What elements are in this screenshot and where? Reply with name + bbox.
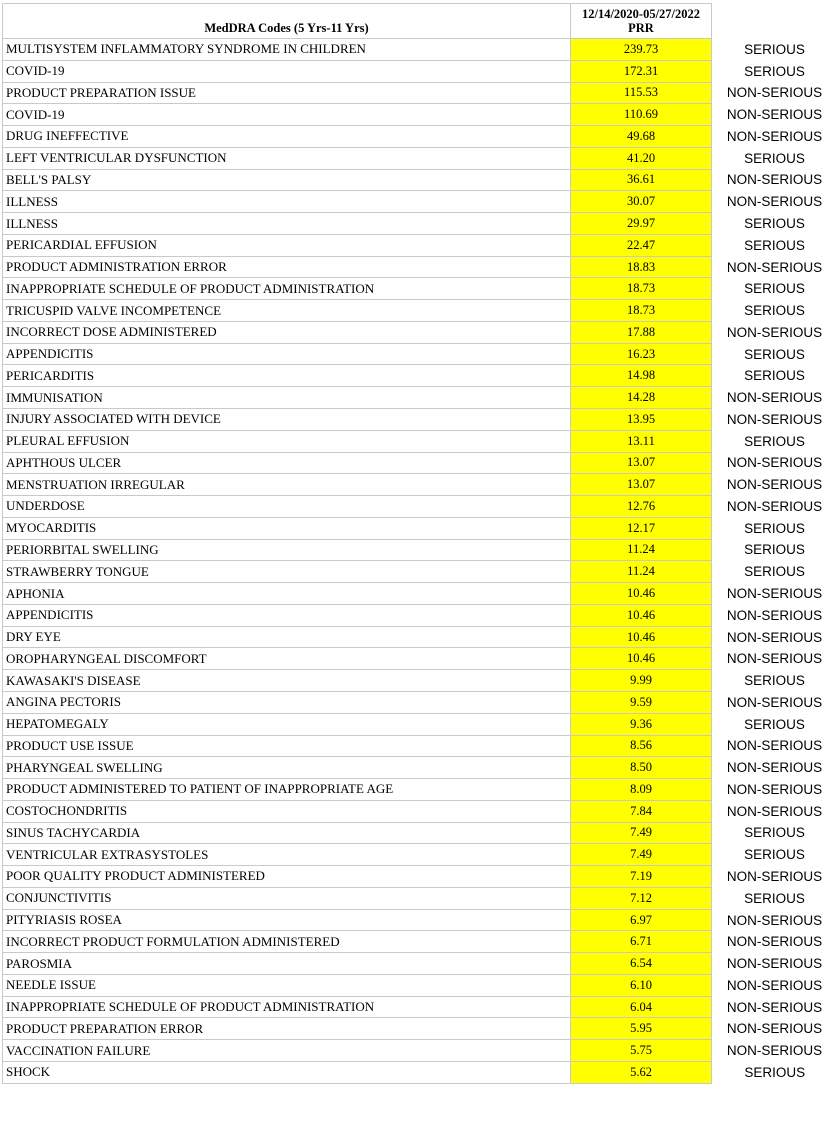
table-row bbox=[3, 343, 838, 365]
meddra-code-cell: COVID-19 bbox=[3, 60, 571, 82]
meddra-code-cell: APPENDICITIS bbox=[3, 343, 571, 365]
meddra-code-cell: INAPPROPRIATE SCHEDULE OF PRODUCT ADMINISTRATION bbox=[3, 278, 571, 300]
prr-value-cell: 13.07 bbox=[571, 474, 712, 496]
table-row bbox=[3, 409, 838, 431]
prr-value-cell: 7.84 bbox=[571, 800, 712, 822]
prr-value-cell: 8.09 bbox=[571, 779, 712, 801]
meddra-code-cell: INCORRECT PRODUCT FORMULATION ADMINISTERED bbox=[3, 931, 571, 953]
prr-value-cell: 8.56 bbox=[571, 735, 712, 757]
table-row bbox=[3, 256, 838, 278]
severity-cell: NON-SERIOUS bbox=[726, 956, 823, 972]
prr-value-cell: 18.73 bbox=[571, 278, 712, 300]
meddra-code-cell: PRODUCT USE ISSUE bbox=[3, 735, 571, 757]
meddra-code-cell: PLEURAL EFFUSION bbox=[3, 430, 571, 452]
meddra-code-cell: KAWASAKI'S DISEASE bbox=[3, 670, 571, 692]
prr-value-cell: 9.36 bbox=[571, 713, 712, 735]
prr-table-container bbox=[2, 3, 838, 1084]
prr-value-cell: 7.49 bbox=[571, 822, 712, 844]
meddra-code-cell: IMMUNISATION bbox=[3, 387, 571, 409]
prr-value-cell: 18.83 bbox=[571, 256, 712, 278]
prr-value-cell: 14.28 bbox=[571, 387, 712, 409]
severity-cell: SERIOUS bbox=[744, 542, 805, 558]
severity-cell: SERIOUS bbox=[744, 847, 805, 863]
severity-cell: NON-SERIOUS bbox=[726, 477, 823, 493]
meddra-code-cell: COSTOCHONDRITIS bbox=[3, 800, 571, 822]
prr-value-cell: 10.46 bbox=[571, 626, 712, 648]
prr-value-cell: 8.50 bbox=[571, 757, 712, 779]
table-row bbox=[3, 909, 838, 931]
severity-cell: SERIOUS bbox=[744, 150, 805, 166]
prr-value-cell: 18.73 bbox=[571, 300, 712, 322]
meddra-code-cell: NEEDLE ISSUE bbox=[3, 974, 571, 996]
prr-value-cell: 10.46 bbox=[571, 604, 712, 626]
table-row bbox=[3, 626, 838, 648]
meddra-code-cell: MULTISYSTEM INFLAMMATORY SYNDROME IN CHILDREN bbox=[3, 39, 571, 61]
meddra-code-cell: MYOCARDITIS bbox=[3, 517, 571, 539]
prr-value-cell: 11.24 bbox=[571, 539, 712, 561]
table-row bbox=[3, 735, 838, 757]
table-row bbox=[3, 648, 838, 670]
header-prr-label: PRR bbox=[628, 21, 654, 35]
table-row bbox=[3, 452, 838, 474]
severity-cell: SERIOUS bbox=[744, 520, 805, 536]
meddra-code-cell: INCORRECT DOSE ADMINISTERED bbox=[3, 321, 571, 343]
prr-value-cell: 14.98 bbox=[571, 365, 712, 387]
prr-value-cell: 11.24 bbox=[571, 561, 712, 583]
meddra-code-cell: APHONIA bbox=[3, 583, 571, 605]
meddra-code-cell: OROPHARYNGEAL DISCOMFORT bbox=[3, 648, 571, 670]
prr-value-cell: 6.97 bbox=[571, 909, 712, 931]
severity-cell: SERIOUS bbox=[744, 346, 805, 362]
table-row bbox=[3, 191, 838, 213]
table-row bbox=[3, 561, 838, 583]
severity-cell: SERIOUS bbox=[744, 237, 805, 253]
severity-cell: NON-SERIOUS bbox=[726, 586, 823, 602]
severity-cell: NON-SERIOUS bbox=[726, 390, 823, 406]
meddra-code-cell: INAPPROPRIATE SCHEDULE OF PRODUCT ADMINISTRATION bbox=[3, 996, 571, 1018]
meddra-code-cell: STRAWBERRY TONGUE bbox=[3, 561, 571, 583]
prr-value-cell: 9.59 bbox=[571, 691, 712, 713]
table-row bbox=[3, 300, 838, 322]
table-row bbox=[3, 430, 838, 452]
severity-cell: NON-SERIOUS bbox=[726, 977, 823, 993]
severity-cell: NON-SERIOUS bbox=[726, 498, 823, 514]
severity-cell: SERIOUS bbox=[744, 63, 805, 79]
prr-value-cell: 6.71 bbox=[571, 931, 712, 953]
table-row bbox=[3, 39, 838, 61]
table-body bbox=[3, 39, 838, 1084]
meddra-code-cell: VENTRICULAR EXTRASYSTOLES bbox=[3, 844, 571, 866]
table-row bbox=[3, 866, 838, 888]
severity-cell: SERIOUS bbox=[744, 716, 805, 732]
meddra-code-cell: MENSTRUATION IRREGULAR bbox=[3, 474, 571, 496]
severity-cell: NON-SERIOUS bbox=[726, 411, 823, 427]
severity-cell: SERIOUS bbox=[744, 303, 805, 319]
severity-cell: NON-SERIOUS bbox=[726, 651, 823, 667]
severity-cell: SERIOUS bbox=[744, 564, 805, 580]
severity-cell: NON-SERIOUS bbox=[726, 85, 823, 101]
severity-cell: SERIOUS bbox=[744, 216, 805, 231]
prr-value-cell: 6.54 bbox=[571, 953, 712, 975]
severity-cell: SERIOUS bbox=[744, 825, 805, 841]
meddra-code-cell: PAROSMIA bbox=[3, 953, 571, 975]
table-row bbox=[3, 1040, 838, 1062]
prr-value-cell: 172.31 bbox=[571, 60, 712, 82]
table-row bbox=[3, 321, 838, 343]
severity-cell: NON-SERIOUS bbox=[726, 868, 823, 884]
table-row bbox=[3, 126, 838, 148]
prr-value-cell: 5.95 bbox=[571, 1018, 712, 1040]
table-row bbox=[3, 496, 838, 518]
meddra-code-cell: TRICUSPID VALVE INCOMPETENCE bbox=[3, 300, 571, 322]
prr-value-cell: 5.62 bbox=[571, 1061, 712, 1083]
severity-cell: NON-SERIOUS bbox=[726, 1021, 823, 1037]
prr-value-cell: 6.10 bbox=[571, 974, 712, 996]
prr-value-cell: 9.99 bbox=[571, 670, 712, 692]
severity-cell: SERIOUS bbox=[744, 41, 805, 57]
severity-cell: NON-SERIOUS bbox=[726, 194, 823, 210]
meddra-code-cell: PERICARDITIS bbox=[3, 365, 571, 387]
table-row bbox=[3, 691, 838, 713]
table-row bbox=[3, 60, 838, 82]
header-row bbox=[3, 4, 838, 39]
severity-cell: NON-SERIOUS bbox=[726, 738, 823, 754]
prr-value-cell: 13.95 bbox=[571, 409, 712, 431]
prr-table bbox=[2, 3, 838, 1084]
severity-cell: NON-SERIOUS bbox=[726, 607, 823, 623]
table-row bbox=[3, 387, 838, 409]
meddra-code-cell: BELL'S PALSY bbox=[3, 169, 571, 191]
prr-value-cell: 239.73 bbox=[571, 39, 712, 61]
table-row bbox=[3, 583, 838, 605]
meddra-code-cell: PITYRIASIS ROSEA bbox=[3, 909, 571, 931]
severity-cell: SERIOUS bbox=[744, 673, 805, 689]
meddra-code-cell: APPENDICITIS bbox=[3, 604, 571, 626]
header-meddra-codes: MedDRA Codes (5 Yrs-11 Yrs) bbox=[3, 4, 571, 39]
table-row bbox=[3, 822, 838, 844]
severity-cell: SERIOUS bbox=[744, 890, 805, 906]
prr-value-cell: 7.12 bbox=[571, 887, 712, 909]
prr-value-cell: 16.23 bbox=[571, 343, 712, 365]
table-row bbox=[3, 953, 838, 975]
prr-value-cell: 41.20 bbox=[571, 147, 712, 169]
severity-cell: NON-SERIOUS bbox=[726, 629, 823, 645]
table-row bbox=[3, 234, 838, 256]
severity-cell: SERIOUS bbox=[744, 281, 805, 297]
meddra-code-cell: PHARYNGEAL SWELLING bbox=[3, 757, 571, 779]
meddra-code-cell: INJURY ASSOCIATED WITH DEVICE bbox=[3, 409, 571, 431]
meddra-code-cell: UNDERDOSE bbox=[3, 496, 571, 518]
prr-value-cell: 29.97 bbox=[571, 213, 712, 235]
meddra-code-cell: SINUS TACHYCARDIA bbox=[3, 822, 571, 844]
table-row bbox=[3, 757, 838, 779]
table-row bbox=[3, 996, 838, 1018]
meddra-code-cell: PERIORBITAL SWELLING bbox=[3, 539, 571, 561]
meddra-code-cell: SHOCK bbox=[3, 1061, 571, 1083]
severity-cell: SERIOUS bbox=[744, 368, 805, 384]
prr-value-cell: 10.46 bbox=[571, 648, 712, 670]
meddra-code-cell: LEFT VENTRICULAR DYSFUNCTION bbox=[3, 147, 571, 169]
meddra-code-cell: ILLNESS bbox=[3, 191, 571, 213]
table-row bbox=[3, 539, 838, 561]
header-severity-empty bbox=[712, 4, 838, 39]
prr-value-cell: 10.46 bbox=[571, 583, 712, 605]
meddra-code-cell: PRODUCT PREPARATION ERROR bbox=[3, 1018, 571, 1040]
table-row bbox=[3, 844, 838, 866]
table-row bbox=[3, 147, 838, 169]
prr-value-cell: 13.11 bbox=[571, 430, 712, 452]
meddra-code-cell: CONJUNCTIVITIS bbox=[3, 887, 571, 909]
prr-value-cell: 6.04 bbox=[571, 996, 712, 1018]
table-row bbox=[3, 213, 838, 235]
prr-value-cell: 7.19 bbox=[571, 866, 712, 888]
severity-cell: NON-SERIOUS bbox=[726, 259, 823, 275]
severity-cell: NON-SERIOUS bbox=[726, 803, 823, 819]
meddra-code-cell: ANGINA PECTORIS bbox=[3, 691, 571, 713]
prr-value-cell: 13.07 bbox=[571, 452, 712, 474]
prr-value-cell: 115.53 bbox=[571, 82, 712, 104]
prr-value-cell: 12.76 bbox=[571, 496, 712, 518]
meddra-code-cell: PRODUCT ADMINISTRATION ERROR bbox=[3, 256, 571, 278]
severity-cell: NON-SERIOUS bbox=[726, 694, 823, 710]
severity-cell: SERIOUS bbox=[744, 1064, 806, 1080]
table-row bbox=[3, 474, 838, 496]
table-row bbox=[3, 713, 838, 735]
meddra-code-cell: DRY EYE bbox=[3, 626, 571, 648]
severity-cell: NON-SERIOUS bbox=[726, 1043, 823, 1059]
table-row bbox=[3, 517, 838, 539]
table-row bbox=[3, 82, 838, 104]
prr-value-cell: 30.07 bbox=[571, 191, 712, 213]
header-prr bbox=[571, 4, 712, 39]
meddra-code-cell: APHTHOUS ULCER bbox=[3, 452, 571, 474]
prr-value-cell: 17.88 bbox=[571, 321, 712, 343]
table-row bbox=[3, 974, 838, 996]
prr-value-cell: 22.47 bbox=[571, 234, 712, 256]
severity-cell: NON-SERIOUS bbox=[726, 781, 823, 797]
table-row bbox=[3, 1018, 838, 1040]
meddra-code-cell: PRODUCT ADMINISTERED TO PATIENT OF INAPPROPRIATE AGE bbox=[3, 779, 571, 801]
meddra-code-cell: DRUG INEFFECTIVE bbox=[3, 126, 571, 148]
prr-value-cell: 49.68 bbox=[571, 126, 712, 148]
header-date-range: 12/14/2020-05/27/2022 bbox=[581, 7, 701, 21]
table-row bbox=[3, 887, 838, 909]
table-row bbox=[3, 1061, 838, 1083]
table-row bbox=[3, 800, 838, 822]
prr-value-cell: 110.69 bbox=[571, 104, 712, 126]
severity-cell: NON-SERIOUS bbox=[726, 107, 823, 123]
severity-cell: NON-SERIOUS bbox=[726, 172, 823, 188]
table-row bbox=[3, 104, 838, 126]
meddra-code-cell: PERICARDIAL EFFUSION bbox=[3, 234, 571, 256]
table-row bbox=[3, 365, 838, 387]
severity-cell: NON-SERIOUS bbox=[726, 128, 823, 144]
prr-value-cell: 36.61 bbox=[571, 169, 712, 191]
prr-value-cell: 7.49 bbox=[571, 844, 712, 866]
meddra-code-cell: VACCINATION FAILURE bbox=[3, 1040, 571, 1062]
prr-value-cell: 12.17 bbox=[571, 517, 712, 539]
meddra-code-cell: POOR QUALITY PRODUCT ADMINISTERED bbox=[3, 866, 571, 888]
prr-value-cell: 5.75 bbox=[571, 1040, 712, 1062]
severity-cell: NON-SERIOUS bbox=[726, 999, 823, 1015]
meddra-code-cell: COVID-19 bbox=[3, 104, 571, 126]
table-row bbox=[3, 670, 838, 692]
severity-cell: NON-SERIOUS bbox=[726, 912, 823, 928]
meddra-code-cell: PRODUCT PREPARATION ISSUE bbox=[3, 82, 571, 104]
table-row bbox=[3, 604, 838, 626]
severity-cell: SERIOUS bbox=[744, 433, 805, 449]
severity-cell: NON-SERIOUS bbox=[726, 760, 823, 776]
meddra-code-cell: ILLNESS bbox=[3, 213, 571, 235]
table-row bbox=[3, 169, 838, 191]
severity-cell: NON-SERIOUS bbox=[726, 324, 823, 340]
table-row bbox=[3, 779, 838, 801]
table-row bbox=[3, 931, 838, 953]
table-row bbox=[3, 278, 838, 300]
severity-cell: NON-SERIOUS bbox=[726, 455, 823, 471]
meddra-code-cell: HEPATOMEGALY bbox=[3, 713, 571, 735]
severity-cell: NON-SERIOUS bbox=[726, 934, 823, 950]
